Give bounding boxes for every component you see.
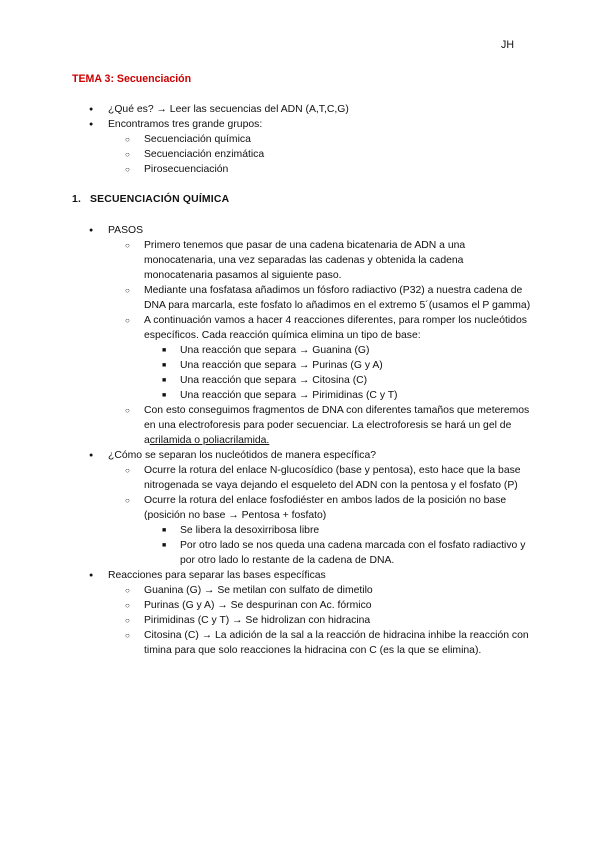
list-item-text: A continuación vamos a hacer 4 reacciones diferentes, para romper los nucleótidos específicos. Cada reacción química elimina un tipo de base:: [144, 315, 527, 341]
list-item: ○ Secuenciación química: [108, 132, 532, 147]
list-item: ○ Pirimidinas (C y T) → Se hidrolizan con hidracina: [108, 613, 532, 628]
pasos-list: [108, 238, 532, 448]
list-item-text: Con esto conseguimos fragmentos de DNA con diferentes tamaños que meteremos en una electroforesis para poder secuenciar. La electroforesis se hará un gel de a: [144, 405, 530, 446]
reacciones-list: [108, 583, 532, 658]
page-title: TEMA 3: Secuenciación: [72, 73, 192, 85]
list-item: [72, 117, 532, 177]
list-item: [108, 493, 532, 568]
list-item-text: Encontramos tres grande grupos:: [108, 119, 263, 130]
list-item: ■ Una reacción que separa → Purinas (G y A): [144, 358, 532, 373]
list-item: ■ Por otro lado se nos queda una cadena marcada con el fosfato radiactivo y por otro lado lo restante de la cadena de DNA.: [144, 538, 532, 568]
list-item: [108, 313, 532, 403]
list-item-text: Ocurre la rotura del enlace fosfodiéster en ambos lados de la posición no base (posición no base → Pentosa + fosfato): [144, 495, 507, 521]
list-item: ■ Una reacción que separa → Pirimidinas (C y T): [144, 388, 532, 403]
list-item-text: PASOS: [108, 225, 144, 236]
list-item: ■ Una reacción que separa → Guanina (G): [144, 343, 532, 358]
como-list: [108, 463, 532, 568]
section-heading: [72, 192, 532, 207]
list-item: ○ Citosina (C) → La adición de la sal a la reacción de hidracina inhibe la reacción con timina para que solo reacciones la hidracina con C (es la que se elimina).: [108, 628, 532, 658]
list-item: ○ Mediante una fosfatasa añadimos un fósforo radiactivo (P32) a nuestra cadena de DNA para marcarla, este fosfato lo añadimos en el extremo 5´(usamos el P gamma): [108, 283, 532, 313]
como-sub-list: [144, 523, 532, 568]
list-item: [72, 568, 532, 658]
list-item: ○ Pirosecuenciación: [108, 162, 532, 177]
list-item: ○ Guanina (G) → Se metilan con sulfato de dimetilo: [108, 583, 532, 598]
header-initials: JH: [501, 39, 514, 51]
list-item-text: Reacciones para separar las bases específicas: [108, 570, 326, 581]
list-item: ○ Secuenciación enzimática: [108, 147, 532, 162]
list-item: [72, 448, 532, 568]
list-item: ■ Se libera la desoxirribosa libre: [144, 523, 532, 538]
main-list: [72, 223, 532, 658]
document-body: [72, 72, 532, 658]
list-item: ■ Una reacción que separa → Citosina (C): [144, 373, 532, 388]
intro-list: [72, 102, 532, 177]
list-item: ○ Ocurre la rotura del enlace N-glucosídico (base y pentosa), esto hace que la base nitrogenada se vaya dejando el esqueleto del ADN con la pentosa y el fosfato (P): [108, 463, 532, 493]
section-number: 1.: [72, 194, 82, 205]
list-item: ○ Primero tenemos que pasar de una cadena bicatenaria de ADN a una monocatenaria, una vez separadas las cadenas y obtenida la cadena monocatenaria pasamos al siguiente paso.: [108, 238, 532, 283]
groups-list: [108, 132, 532, 177]
list-item-text: ¿Cómo se separan los nucleótidos de manera específica?: [108, 450, 376, 461]
list-item: ○ Purinas (G y A) → Se despurinan con Ac. fórmico: [108, 598, 532, 613]
underlined-text: crilamida o poliacrilamida.: [149, 435, 270, 446]
section-title: SECUENCIACIÓN QUÍMICA: [90, 194, 230, 205]
list-item: ● ¿Qué es? → Leer las secuencias del ADN (A,T,C,G): [72, 102, 532, 117]
list-item: [72, 223, 532, 448]
reactions-list: [144, 343, 532, 403]
list-item: [108, 403, 532, 448]
